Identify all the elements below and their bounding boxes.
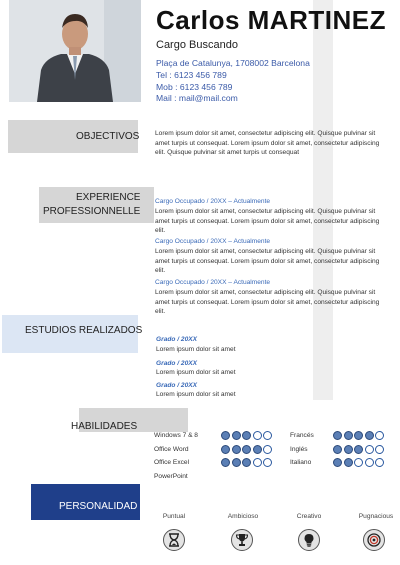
skill-rating xyxy=(221,445,272,454)
rating-dot-empty xyxy=(375,431,384,440)
lightbulb-icon xyxy=(298,529,320,551)
rating-dot-filled xyxy=(221,458,230,467)
skill-name: Office Excel xyxy=(154,459,190,466)
address-text: Plaça de Catalunya, 1708002 Barcelona xyxy=(156,58,310,68)
rating-dot-filled xyxy=(242,431,251,440)
experience-item-title: Cargo Occupado / 20XX – Actualmente xyxy=(155,198,271,205)
education-grado: Grado / 20XX xyxy=(156,336,198,343)
education-text: Lorem ipsum dolor sit amet xyxy=(156,346,236,353)
rating-dot-filled xyxy=(242,458,251,467)
language-rating xyxy=(333,431,384,440)
rating-dot-empty xyxy=(263,431,272,440)
language-name: Inglés xyxy=(290,446,308,453)
skill-name: PowerPoint xyxy=(154,473,188,480)
trait-label: Creativo xyxy=(296,513,322,520)
trait-label: Puntual xyxy=(162,513,186,520)
trait-label: Pugnacious xyxy=(358,513,394,520)
experience-title-line2: PROFESSIONNELLE xyxy=(43,206,141,217)
skills-title: HABILIDADES xyxy=(71,421,138,432)
objectives-text: Lorem ipsum dolor sit amet, consectetur adipiscing elit. Quisque pulvinar sit amet turpis ut consequat. Lorem ipsum dolor sit amet, consectetur adipiscing elit. Quisque pulvinar sit amet turpis ut consequat xyxy=(155,130,380,157)
experience-item-text: Lorem ipsum dolor sit amet, consectetur adipiscing elit. Quisque pulvinar sit amet turpis ut consequat. Lorem ipsum dolor sit amet, consectetur adipiscing elit. xyxy=(155,248,380,275)
trophy-icon xyxy=(231,529,253,551)
rating-dot-filled xyxy=(242,445,251,454)
language-rating xyxy=(333,445,384,454)
rating-dot-filled xyxy=(221,445,230,454)
education-text: Lorem ipsum dolor sit amet xyxy=(156,369,236,376)
experience-item-text: Lorem ipsum dolor sit amet, consectetur adipiscing elit. Quisque pulvinar sit amet turpis ut consequat. Lorem ipsum dolor sit amet, consectetur adipiscing elit. xyxy=(155,208,380,235)
rating-dot-empty xyxy=(365,445,374,454)
objectives-title: OBJECTIVOS xyxy=(76,131,140,142)
rating-dot-filled xyxy=(333,458,342,467)
rating-dot-filled xyxy=(344,445,353,454)
experience-item-title: Cargo Occupado / 20XX – Actualmente xyxy=(155,238,271,245)
rating-dot-empty xyxy=(263,445,272,454)
profile-photo xyxy=(9,0,141,102)
email-text: Mail : mail@mail.com xyxy=(156,93,238,103)
education-grado: Grado / 20XX xyxy=(156,360,198,367)
target-job-title: Cargo Buscando xyxy=(156,39,238,51)
rating-dot-empty xyxy=(253,431,262,440)
decorative-vertical-bar xyxy=(313,0,333,400)
rating-dot-filled xyxy=(344,458,353,467)
rating-dot-filled xyxy=(221,431,230,440)
personality-title: PERSONALIDAD xyxy=(59,501,138,512)
rating-dot-filled xyxy=(365,431,374,440)
skill-rating xyxy=(221,431,272,440)
rating-dot-filled xyxy=(232,445,241,454)
hourglass-icon xyxy=(163,529,185,551)
rating-dot-empty xyxy=(253,458,262,467)
rating-dot-filled xyxy=(333,431,342,440)
experience-title-line1: EXPERIENCE xyxy=(76,192,141,203)
rating-dot-empty xyxy=(354,458,363,467)
person-silhouette-icon xyxy=(9,0,141,102)
education-text: Lorem ipsum dolor sit amet xyxy=(156,391,236,398)
target-icon xyxy=(363,529,385,551)
skill-rating xyxy=(221,458,272,467)
rating-dot-filled xyxy=(354,445,363,454)
education-grado: Grado / 20XX xyxy=(156,382,198,389)
rating-dot-filled xyxy=(232,458,241,467)
rating-dot-filled xyxy=(354,431,363,440)
rating-dot-empty xyxy=(375,458,384,467)
skill-name: Office Word xyxy=(154,446,189,453)
rating-dot-filled xyxy=(333,445,342,454)
candidate-name: Carlos MARTINEZ xyxy=(156,5,386,35)
rating-dot-filled xyxy=(232,431,241,440)
experience-item-text: Lorem ipsum dolor sit amet, consectetur adipiscing elit. Quisque pulvinar sit amet turpis ut consequat. Lorem ipsum dolor sit amet, consectetur adipiscing elit. xyxy=(155,289,380,316)
experience-item-title: Cargo Occupado / 20XX – Actualmente xyxy=(155,279,271,286)
rating-dot-filled xyxy=(344,431,353,440)
rating-dot-empty xyxy=(375,445,384,454)
mobile-text: Mob : 6123 456 789 xyxy=(156,82,233,92)
language-rating xyxy=(333,458,384,467)
trait-label: Ambicioso xyxy=(227,513,259,520)
language-name: Francés xyxy=(290,432,314,439)
phone-text: Tel : 6123 456 789 xyxy=(156,70,227,80)
education-title: ESTUDIOS REALIZADOS xyxy=(25,325,143,336)
rating-dot-empty xyxy=(263,458,272,467)
rating-dot-empty xyxy=(365,458,374,467)
rating-dot-filled xyxy=(253,445,262,454)
language-name: Italiano xyxy=(290,459,312,466)
skill-name: Windows 7 & 8 xyxy=(154,432,198,439)
